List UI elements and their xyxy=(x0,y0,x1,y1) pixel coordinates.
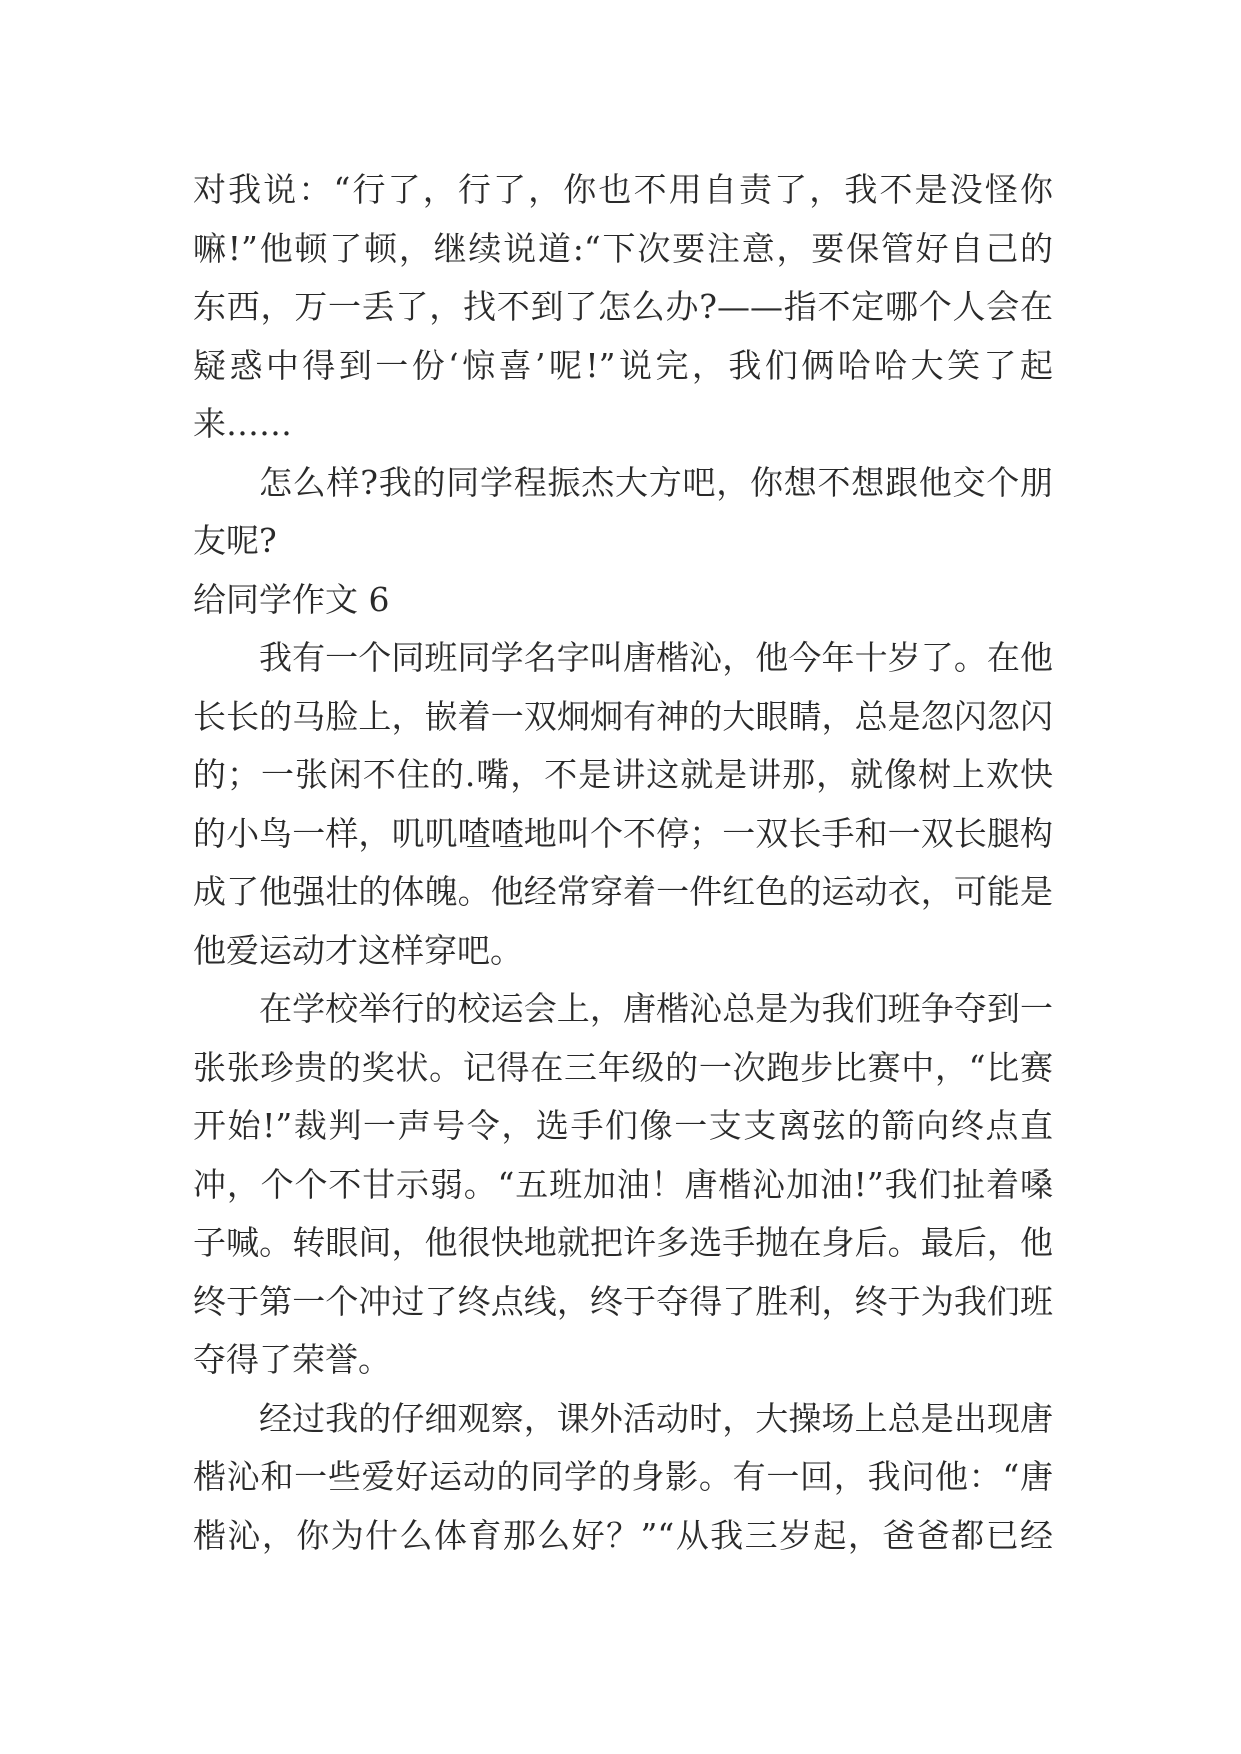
text-line: 嘛!”他顿了顿，继续说道:“下次要注意，要保管好自己的 xyxy=(193,228,1053,268)
text-line: 在学校举行的校运会上，唐楷沁总是为我们班争夺到一 xyxy=(259,989,1053,1028)
text-line: 张张珍贵的奖状。记得在三年级的一次跑步比赛中，“比赛 xyxy=(193,1047,1053,1087)
text-line: 长长的马脸上，嵌着一双炯炯有神的大眼睛，总是忽闪忽闪 xyxy=(193,696,1053,736)
text-line: 的；一张闲不住的.嘴，不是讲这就是讲那，就像树上欢快 xyxy=(193,755,1053,794)
text-line: 友呢? xyxy=(193,521,277,560)
text-line: 终于第一个冲过了终点线，终于夺得了胜利，终于为我们班 xyxy=(193,1281,1053,1321)
text-line: 成了他强壮的体魄。他经常穿着一件红色的运动衣，可能是 xyxy=(193,872,1053,911)
text-line: 楷沁和一些爱好运动的同学的身影。有一回，我问他：“唐 xyxy=(193,1457,1053,1496)
text-line: 开始!”裁判一声号令，选手们像一支支离弦的箭向终点直 xyxy=(193,1106,1053,1145)
text-line: 冲，个个不甘示弱。“五班加油！唐楷沁加油!”我们扯着嗓 xyxy=(193,1164,1053,1204)
text-line: 他爱运动才这样穿吧。 xyxy=(193,930,523,970)
text-line: 对我说：“行了，行了，你也不用自责了，我不是没怪你 xyxy=(193,170,1053,209)
text-line: 东西，万一丢了，找不到了怎么办?——指不定哪个人会在 xyxy=(193,287,1053,326)
text-line: 疑惑中得到一份‘惊喜’呢!”说完，我们俩哈哈大笑了起 xyxy=(193,345,1053,385)
text-line: 的小鸟一样，叽叽喳喳地叫个不停；一双长手和一双长腿构 xyxy=(193,813,1053,853)
text-line: 夺得了荣誉。 xyxy=(193,1340,391,1379)
text-line: 子喊。转眼间，他很快地就把许多选手抛在身后。最后，他 xyxy=(193,1223,1053,1262)
text-line: 给同学作文 6 xyxy=(193,579,390,619)
document-body xyxy=(193,161,1053,1565)
text-line: 来…… xyxy=(193,404,292,443)
text-line: 怎么样?我的同学程振杰大方吧，你想不想跟他交个朋 xyxy=(259,462,1053,502)
text-line: 我有一个同班同学名字叫唐楷沁，他今年十岁了。在他 xyxy=(259,638,1053,677)
text-line: 楷沁，你为什么体育那么好？”“从我三岁起，爸爸都已经 xyxy=(193,1515,1053,1555)
text-line: 经过我的仔细观察，课外活动时，大操场上总是出现唐 xyxy=(259,1398,1053,1438)
